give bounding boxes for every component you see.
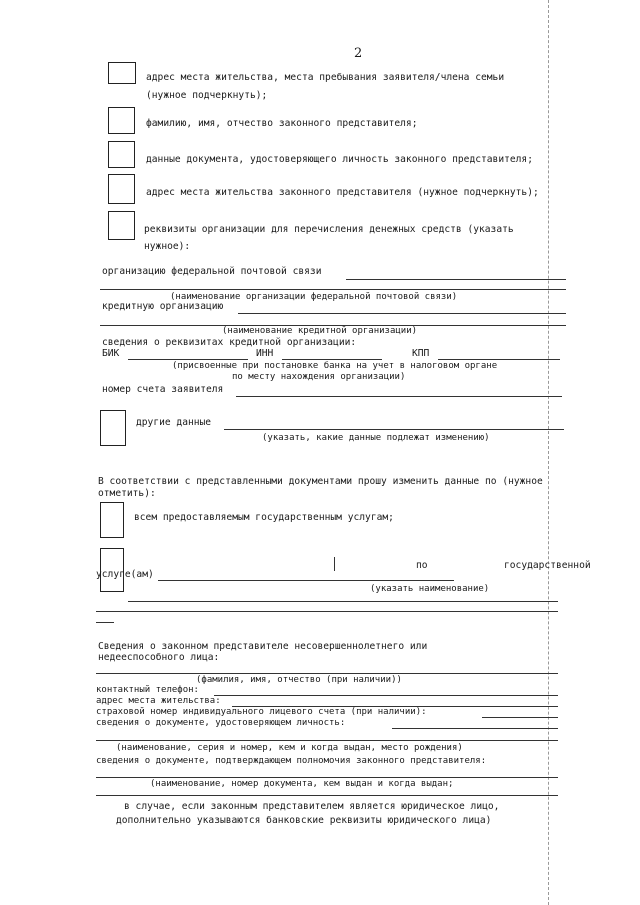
service-name-field-line4[interactable] (96, 622, 114, 623)
rep-info-heading: Сведения о законном представителе несовершеннолетнего или (98, 641, 428, 652)
rep-fio-field[interactable] (96, 673, 558, 674)
bik-label: БИК (102, 348, 120, 359)
checkbox-representative-id[interactable] (108, 141, 135, 168)
service-name-field[interactable] (158, 580, 454, 581)
inn-label: ИНН (256, 348, 274, 359)
service-label: услуге(ам) (96, 569, 154, 580)
service-name-field-line3[interactable] (96, 611, 558, 612)
rep-info-heading-cont: недееспособного лица: (98, 652, 220, 663)
snils-label: страховой номер индивидуального лицевого счета (при наличии): (96, 707, 427, 717)
contact-phone-label: контактный телефон: (96, 685, 199, 695)
contact-phone-field[interactable] (214, 695, 558, 696)
checkbox-label-payment-details-note: нужное): (144, 241, 191, 252)
scan-edge-line (548, 0, 549, 905)
service-caption: (указать наименование) (370, 584, 490, 594)
bik-field[interactable] (128, 359, 248, 360)
checkbox-representative-address[interactable] (108, 174, 135, 204)
id-doc-label: сведения о документе, удостоверяющем личность: (96, 718, 346, 728)
all-services-label: всем предоставляемым государственным услугам; (134, 512, 394, 523)
kpp-field[interactable] (438, 359, 560, 360)
checkbox-label-representative-address: адрес места жительства законного представителя (нужное подчеркнуть); (146, 187, 539, 198)
checkbox-label-residence-address: адрес места жительства, места пребывания заявителя/члена семьи (146, 72, 505, 83)
id-doc-field[interactable] (392, 728, 558, 729)
rep-fio-caption: (фамилия, имя, отчество (при наличии)) (196, 675, 402, 685)
account-field[interactable] (236, 396, 562, 397)
checkbox-payment-details[interactable] (108, 211, 135, 240)
inn-field[interactable] (282, 359, 382, 360)
account-label: номер счета заявителя (102, 384, 224, 395)
legal-entity-note: в случае, если законным представителем является юридическое лицо, (124, 801, 500, 812)
service-name-field-line2[interactable] (128, 601, 558, 602)
other-data-caption: (указать, какие данные подлежат изменению) (262, 433, 490, 443)
id-doc-caption: (наименование, серия и номер, кем и когда выдан, место рождения) (116, 743, 463, 753)
checkbox-label-payment-details: реквизиты организации для перечисления денежных средств (указать (144, 224, 514, 235)
postal-org-label: организацию федеральной почтовой связи (102, 266, 322, 277)
other-data-field[interactable] (224, 429, 564, 430)
authority-doc-field-line2[interactable] (96, 795, 558, 796)
checkbox-representative-name[interactable] (108, 107, 135, 134)
bank-details-header: сведения о реквизитах кредитной организации: (102, 337, 357, 348)
page-number: 2 (354, 46, 363, 61)
kpp-label: КПП (412, 348, 430, 359)
bank-caption-line2: по месту нахождения организации) (232, 372, 406, 382)
checkbox-all-services[interactable] (100, 502, 124, 538)
authority-doc-field[interactable] (96, 777, 558, 778)
credit-org-caption: (наименование кредитной организации) (222, 326, 418, 336)
checkbox-label-representative-id: данные документа, удостоверяющего личность законного представителя; (146, 154, 533, 165)
service-word-po: по (416, 560, 428, 571)
checkbox-label-representative-name: фамилию, имя, отчество законного представителя; (146, 118, 418, 129)
change-request-text-cont: отметить): (98, 488, 156, 499)
change-request-text: В соответствии с представленными документами прошу изменить данные по (нужное (98, 476, 543, 487)
postal-org-caption: (наименование организации федеральной почтовой связи) (170, 292, 458, 302)
id-doc-field-line2[interactable] (96, 740, 558, 741)
credit-org-field[interactable] (238, 313, 566, 314)
other-data-label: другие данные (136, 417, 212, 428)
snils-field[interactable] (482, 717, 558, 718)
credit-org-label: кредитную организацию (102, 301, 224, 312)
bank-caption-line1: (присвоенные при постановке банка на учет в налоговом органе (172, 361, 498, 371)
checkbox-other-data[interactable] (100, 410, 126, 446)
legal-entity-note-cont: дополнительно указываются банковские реквизиты юридического лица) (116, 815, 492, 826)
postal-org-field[interactable] (346, 279, 566, 280)
checkbox-label-residence-address-note: (нужное подчеркнуть); (146, 90, 268, 101)
postal-org-field-line2[interactable] (100, 289, 566, 290)
residence-label: адрес места жительства: (96, 696, 221, 706)
service-divider-mark (334, 557, 335, 571)
checkbox-residence-address[interactable] (108, 62, 136, 84)
authority-doc-caption: (наименование, номер документа, кем выдан и когда выдан; (150, 779, 454, 789)
authority-doc-label: сведения о документе, подтверждающем полномочия законного представителя: (96, 756, 487, 766)
service-word-state: государственной (504, 560, 591, 571)
